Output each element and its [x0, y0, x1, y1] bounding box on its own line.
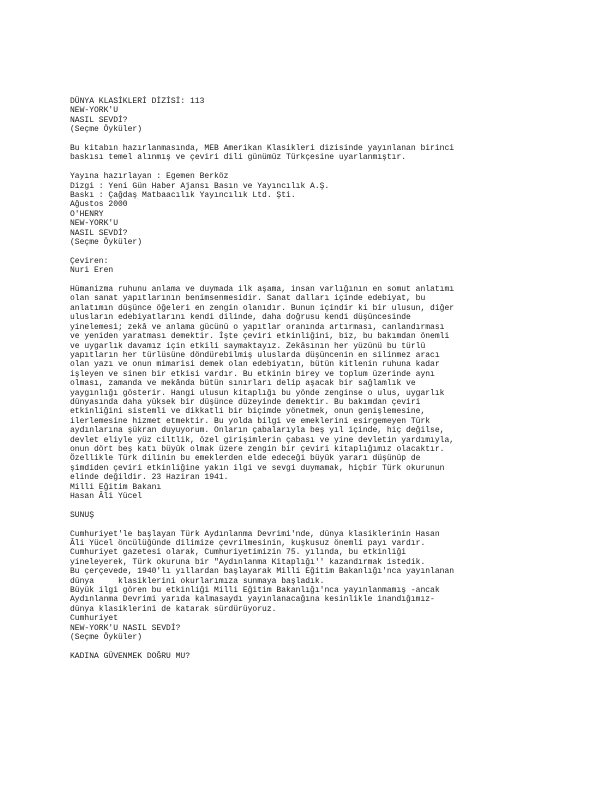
- text-line: Cumhuriyet gazetesi olarak, Cumhuriyetimizin 75. yılında, bu etkinliği: [70, 548, 407, 558]
- text-line: anlatımın düşünce öğeleri en zengin olanıdır. Bunun içindir ki bir ulusun, diğer: [70, 303, 455, 313]
- book-title-line-1: NEW-YORK'U: [70, 219, 119, 229]
- text-line: elinde değildir. 23 Haziran 1941.: [70, 473, 229, 483]
- book-title-line-1: NEW-YORK'U: [70, 106, 119, 116]
- text-line: onun dört beş katı büyük olmak üzere zengin bir çeviri kitaplığımız olacaktır.: [70, 444, 445, 454]
- author-line: O'HENRY: [70, 209, 104, 219]
- text-line: olan sanat yapıtlarının benimsenmesidir. Sanat dalları içinde edebiyat, bu: [70, 294, 426, 304]
- printing-line: Baskı : Çağdaş Matbaacılık Yayıncılık Ltd. Şti.: [70, 191, 296, 201]
- book-subtitle: (Seçme Öyküler): [70, 238, 143, 248]
- intro-paragraph: [70, 144, 590, 163]
- translator-name: Nuri Eren: [70, 266, 114, 276]
- book-subtitle: (Seçme Öyküler): [70, 633, 143, 643]
- story-title: KADINA GÜVENMEK DOĞRU MU?: [70, 651, 191, 661]
- text-line: dünya klasiklerini de katarak sürdürüyoruz.: [70, 604, 277, 614]
- text-line: ulusların edebiyatlarını kendi dilinde, daha doğrusu kendi düşüncesinde: [70, 313, 411, 323]
- story-heading: [70, 652, 590, 661]
- text-line: Cumhuriyet'le başlayan Türk Aydınlanma Devrimi'nde, dünya klasiklerinin Hasan: [70, 529, 440, 539]
- sunus-heading: [70, 511, 590, 520]
- text-line: Bu kitabın hazırlanmasında, MEB Amerikan Klasikleri dizisinde yayınlanan birinci: [70, 144, 455, 154]
- text-line: Özellikle Türk dilinin bu emeklerden elde edeceği büyük yararı düşünüp de: [70, 454, 421, 464]
- title-block: [70, 97, 590, 135]
- publisher-signature: Cumhuriyet: [70, 614, 119, 624]
- text-line: etkinliğini sistemli ve dikkatli bir biçimde yönetmek, onun genişlemesine,: [70, 407, 426, 417]
- book-title-line-2: NASIL SEVDİ?: [70, 228, 128, 238]
- signature-title: Milli Eğitim Bakanı: [70, 482, 162, 492]
- translator-label: Çeviren:: [70, 256, 109, 266]
- text-line: yapıtların her türlüsüne döndürebilmiş uluslarda düşüncenin en silinmez aracı: [70, 350, 440, 360]
- text-line: yinelemesi; zekâ ve anlama gücünü o yapıtlar oranında artırması, canlandırması: [70, 322, 445, 332]
- signature-name: Hasan Âli Yücel: [70, 492, 143, 501]
- text-line: ve yeniden yaratması demektir. İşte çeviri etkinliğini, biz, bu bakımdan önemli: [70, 332, 450, 342]
- text-line: Âli Yücel öncülüğünde dilimize çevrilmesinin, kuşkusuz önemli payı vardır.: [70, 539, 426, 548]
- text-line: yineleyerek, Türk okuruna bir "Aydınlanma Kitaplığı'' kazandırmak istedik.: [70, 557, 426, 567]
- text-line: aydınlarına şükran duyuyorum. Onların çabalarıyla beş yıl içinde, hiç değilse,: [70, 426, 445, 436]
- section-heading: SUNUŞ: [70, 510, 95, 520]
- series-title: DÜNYA KLASİKLERİ DİZİSİ: 113: [70, 97, 205, 106]
- text-line: Büyük ilgi gören bu etkinliği Milli Eğitim Bakanlığı'nca yayınlanmamış -ancak: [70, 586, 440, 596]
- text-line: dünya klasiklerini okurlarımıza sunmaya başladık.: [70, 576, 325, 586]
- date-line: Ağustos 2000: [70, 200, 128, 210]
- book-title-line-2: NASIL SEVDİ?: [70, 115, 128, 125]
- book-title: NEW-YORK'U NASIL SEVDİ?: [70, 623, 181, 633]
- text-line: devlet eliyle yüz ciltlik, özel girişimlerin çabası ve yine devletin yardımıyla,: [70, 435, 455, 445]
- text-line: Aydınlanma Devrimi yarıda kalmasaydı yayınlanacağına kesinlikle inandığımız-: [70, 595, 435, 605]
- preface-text: [70, 285, 590, 501]
- text-line: baskısı temel alınmış ve çeviri dili günümüz Türkçesine uyarlanmıştır.: [70, 153, 407, 163]
- text-line: Bu çerçevede, 1940'lı yıllardan başlayarak Milli Eğitim Bakanlığı'nca yayınlanan: [70, 567, 455, 577]
- sunus-text: [70, 530, 590, 643]
- publication-info: [70, 172, 590, 247]
- book-subtitle: (Seçme Öyküler): [70, 125, 143, 135]
- text-line: işleyen ve sinen bir etkisi vardır. Bu etkinin birey ve toplum üzerinde aynı: [70, 369, 435, 379]
- editor-line: Yayına hazırlayan : Egemen Berköz: [70, 172, 229, 182]
- text-line: olan yazı ve onun mimarisi demek olan edebiyatın, bütün kitlenin ruhuna kadar: [70, 360, 440, 370]
- text-line: dünyasında daha yüksek bir düşünce düzeyinde demektir. Bu bakımdan çeviri: [70, 397, 421, 407]
- document-page: [70, 97, 590, 661]
- text-line: Hümanizma ruhunu anlama ve duymada ilk aşama, insan varlığının en somut anlatımı: [70, 285, 455, 295]
- text-line: ilerlemesine hizmet etmektir. Bu yolda bilgi ve emeklerini esirgemeyen Türk: [70, 416, 431, 426]
- text-line: şimdiden çeviri etkinliğine yakın ilgi ve sevgi duymamak, hiçbir Türk okurunun: [70, 463, 445, 473]
- text-line: olması, zamanda ve mekânda bütün sınırları delip aşacak bir sağlamlık ve: [70, 379, 416, 389]
- translator: [70, 257, 590, 276]
- typesetting-line: Dizgi : Yeni Gün Haber Ajansı Basın ve Yayıncılık A.Ş.: [70, 181, 330, 191]
- text-line: ve uygarlık davamız için etkili saymaktayız. Zekâsının her yüzünü bu türlü: [70, 341, 426, 351]
- text-line: yaygınlığı gösterir. Hangi ulusun kitaplığı bu yönde zenginse o ulus, uygarlık: [70, 388, 445, 398]
